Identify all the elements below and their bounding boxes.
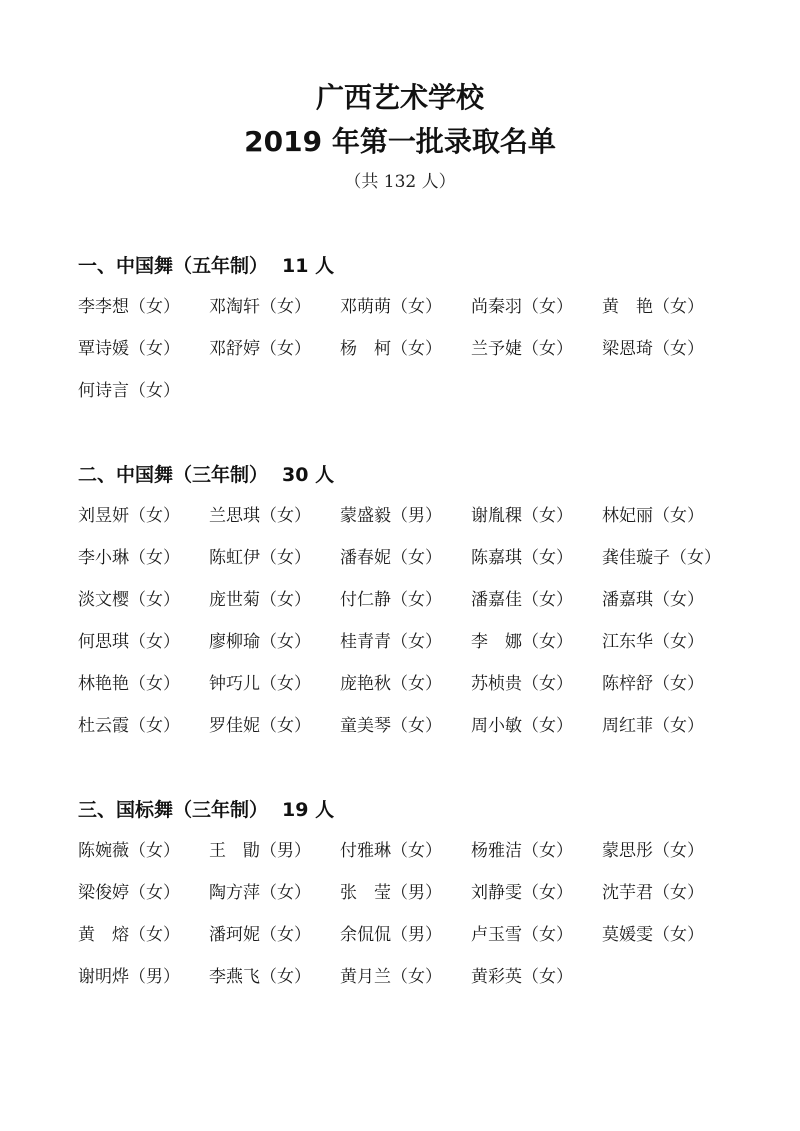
- section-count: 11 人: [282, 255, 335, 277]
- list-item: 陈梓舒（女）: [602, 674, 704, 694]
- section-heading-label: 二、中国舞（三年制）: [78, 464, 269, 486]
- list-item: 尚秦羽（女）: [471, 297, 573, 317]
- list-item: 淡文樱（女）: [78, 590, 180, 610]
- name-list: [78, 293, 758, 419]
- list-item: 杜云霞（女）: [78, 716, 180, 736]
- list-item: 潘嘉琪（女）: [602, 590, 704, 610]
- section-heading: [78, 253, 758, 279]
- page-title: 广西艺术学校: [315, 81, 484, 114]
- section-heading: [78, 462, 758, 488]
- list-item: 黄彩英（女）: [471, 967, 573, 987]
- list-item: 潘春妮（女）: [340, 548, 442, 568]
- list-item: 谢明烨（男）: [78, 967, 180, 987]
- list-item: 张 莹（男）: [340, 883, 442, 903]
- list-item: 陶方萍（女）: [209, 883, 311, 903]
- list-item: 王 勖（男）: [209, 841, 311, 861]
- list-item: 陈婉薇（女）: [78, 841, 180, 861]
- list-item: 沈芋君（女）: [602, 883, 704, 903]
- section-heading-label: 三、国标舞（三年制）: [78, 799, 269, 821]
- section-count: 30 人: [282, 464, 335, 486]
- list-item: 周红菲（女）: [602, 716, 704, 736]
- list-item: 邓淘轩（女）: [209, 297, 311, 317]
- list-item: 蒙盛毅（男）: [340, 506, 442, 526]
- section-count: 19 人: [282, 799, 335, 821]
- list-item: 罗佳妮（女）: [209, 716, 311, 736]
- list-item: 廖柳瑜（女）: [209, 632, 311, 652]
- list-item: 周小敏（女）: [471, 716, 573, 736]
- name-list: [78, 837, 758, 1005]
- list-item: 覃诗媛（女）: [78, 339, 180, 359]
- list-item: 梁恩琦（女）: [602, 339, 704, 359]
- section-heading: [78, 797, 758, 823]
- list-item: 龚佳璇子（女）: [602, 548, 721, 568]
- list-item: 杨 柯（女）: [340, 339, 442, 359]
- section-chinese-dance-three-year: [78, 462, 758, 754]
- list-item: 邓萌萌（女）: [340, 297, 442, 317]
- list-item: 余侃侃（男）: [340, 925, 442, 945]
- list-item: 刘静雯（女）: [471, 883, 573, 903]
- list-item: 江东华（女）: [602, 632, 704, 652]
- section-heading-label: 一、中国舞（五年制）: [78, 255, 269, 277]
- list-item: 陈虹伊（女）: [209, 548, 311, 568]
- list-item: 黄 熔（女）: [78, 925, 180, 945]
- list-item: 李小琳（女）: [78, 548, 180, 568]
- list-item: 童美琴（女）: [340, 716, 442, 736]
- list-item: 付仁静（女）: [340, 590, 442, 610]
- list-item: 梁俊婷（女）: [78, 883, 180, 903]
- list-item: 何思琪（女）: [78, 632, 180, 652]
- list-item: 兰予婕（女）: [471, 339, 573, 359]
- list-item: 李李想（女）: [78, 297, 180, 317]
- list-item: 庞艳秋（女）: [340, 674, 442, 694]
- list-item: 钟巧儿（女）: [209, 674, 311, 694]
- list-item: 兰思琪（女）: [209, 506, 311, 526]
- list-item: 李 娜（女）: [471, 632, 573, 652]
- list-item: 庞世菊（女）: [209, 590, 311, 610]
- list-item: 潘嘉佳（女）: [471, 590, 573, 610]
- name-list: [78, 502, 758, 754]
- list-item: 林妃丽（女）: [602, 506, 704, 526]
- list-item: 黄 艳（女）: [602, 297, 704, 317]
- list-item: 卢玉雪（女）: [471, 925, 573, 945]
- list-item: 莫媛雯（女）: [602, 925, 704, 945]
- section-ballroom-dance-three-year: [78, 797, 758, 1005]
- list-item: 何诗言（女）: [78, 381, 180, 401]
- list-item: 蒙思彤（女）: [602, 841, 704, 861]
- list-item: 邓舒婷（女）: [209, 339, 311, 359]
- list-item: 黄月兰（女）: [340, 967, 442, 987]
- list-item: 苏桢贵（女）: [471, 674, 573, 694]
- list-item: 桂青青（女）: [340, 632, 442, 652]
- list-item: 刘昱妍（女）: [78, 506, 180, 526]
- section-chinese-dance-five-year: [78, 253, 758, 419]
- list-item: 林艳艳（女）: [78, 674, 180, 694]
- list-item: 陈嘉琪（女）: [471, 548, 573, 568]
- list-item: 潘珂妮（女）: [209, 925, 311, 945]
- list-item: 付雅琳（女）: [340, 841, 442, 861]
- list-item: 李燕飞（女）: [209, 967, 311, 987]
- list-item: 杨雅洁（女）: [471, 841, 573, 861]
- list-item: 谢胤稞（女）: [471, 506, 573, 526]
- total-count-note: （共 132 人）: [344, 172, 456, 192]
- page-subtitle: 2019 年第一批录取名单: [244, 125, 556, 158]
